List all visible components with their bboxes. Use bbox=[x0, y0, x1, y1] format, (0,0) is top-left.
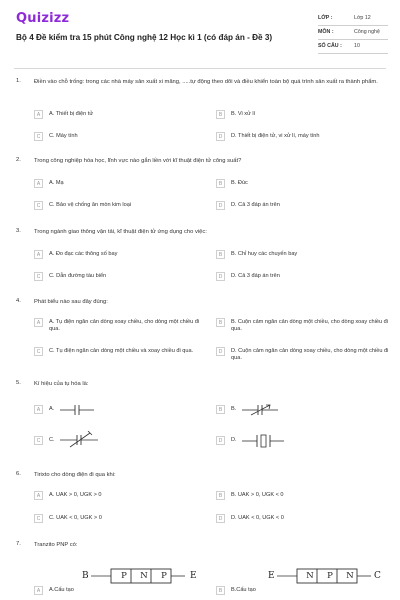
question-number: 5. bbox=[16, 380, 21, 386]
option-letter: B bbox=[216, 179, 225, 188]
option-letter: B bbox=[216, 318, 225, 327]
option-letter: D bbox=[216, 436, 225, 445]
question-number: 6. bbox=[16, 471, 21, 477]
header-divider bbox=[14, 68, 386, 69]
question-text: Trong công nghiệp hóa học, lĩnh vực nào gắn liền với kĩ thuật điện tử công suất? bbox=[34, 158, 242, 164]
meta-label: SỐ CÂU : bbox=[318, 43, 342, 49]
option-text: B. UAK > 0, UGK < 0 bbox=[231, 492, 284, 498]
capacitor-symbol bbox=[60, 404, 96, 416]
option-text: D. Cả 3 đáp án trên bbox=[231, 273, 280, 279]
question-text: Trong ngành giao thông vận tải, kĩ thuật điện tử ứng dụng cho việc: bbox=[34, 229, 207, 235]
option-text: C. Tụ điện ngăn cản dòng một chiều và xoay chiều đi qua. bbox=[49, 348, 194, 354]
option-letter: B bbox=[216, 405, 225, 414]
option-letter: C bbox=[34, 347, 43, 356]
option-text: C. bbox=[49, 437, 55, 443]
option-text: D. UAK < 0, UGK < 0 bbox=[231, 515, 284, 521]
option-text: A.Cấu tạo bbox=[49, 587, 74, 593]
option-text: B. Vi xử lí bbox=[231, 111, 256, 117]
option-text: B. Chỉ huy các chuyến bay bbox=[231, 251, 298, 257]
option-letter: A bbox=[34, 586, 43, 595]
terminal-label: B bbox=[82, 571, 89, 581]
layer-label: N bbox=[140, 571, 148, 581]
meta-label: LỚP : bbox=[318, 15, 333, 21]
transistor-structure-diagram-a bbox=[82, 567, 202, 587]
option-letter: D bbox=[216, 132, 225, 141]
question-text: Tirixto cho dòng điện đi qua khi: bbox=[34, 472, 116, 478]
option-letter: D bbox=[216, 272, 225, 281]
option-letter: A bbox=[34, 250, 43, 259]
question-number: 1. bbox=[16, 78, 21, 84]
option-letter: D bbox=[216, 347, 225, 356]
question-number: 2. bbox=[16, 157, 21, 163]
layer-label: P bbox=[161, 571, 167, 581]
layer-label: P bbox=[121, 571, 127, 581]
question-number: 3. bbox=[16, 228, 21, 234]
variable-capacitor-symbol bbox=[242, 404, 280, 416]
transistor-structure-diagram-b bbox=[268, 567, 388, 587]
meta-row-class bbox=[318, 14, 388, 28]
electrolytic-capacitor-symbol bbox=[242, 433, 286, 449]
option-text: A. Tụ điện ngăn cản dòng xoay chiều, cho dòng một chiều đi qua. bbox=[49, 319, 200, 333]
option-text: C. Bảo vệ chống ăn mòn kim loại bbox=[49, 202, 132, 208]
option-text: D. Cuộn cảm ngăn cản dòng xoay chiều, cho dòng một chiều đi qua. bbox=[231, 348, 389, 362]
divider bbox=[318, 39, 388, 40]
layer-label: P bbox=[327, 571, 333, 581]
meta-row-count bbox=[318, 42, 388, 56]
option-letter: C bbox=[34, 201, 43, 210]
page-header bbox=[0, 0, 400, 62]
option-text: B. Cuộn cảm ngăn cản dòng một chiều, cho dòng xoay chiều đi qua. bbox=[231, 319, 389, 333]
option-letter: A bbox=[34, 318, 43, 327]
option-letter: C bbox=[34, 514, 43, 523]
option-text: B. bbox=[231, 406, 237, 412]
terminal-label: E bbox=[190, 571, 197, 581]
option-text: D. Cả 3 đáp án trên bbox=[231, 202, 280, 208]
option-text: D. Thiết bị điện tử, vi xử lí, máy tính bbox=[231, 133, 320, 139]
layer-label: N bbox=[346, 571, 354, 581]
option-letter: A bbox=[34, 179, 43, 188]
option-letter: A bbox=[34, 405, 43, 414]
option-text: A. Thiết bị điện tử bbox=[49, 111, 94, 117]
divider bbox=[318, 53, 388, 54]
question-text: Điền vào chỗ trống: trong các nhà máy sản xuất xi măng, .....tự động theo dõi và điều khiển toàn bộ quá trình sản xuất ra thành phẩm. bbox=[34, 79, 378, 85]
question-number: 4. bbox=[16, 298, 21, 304]
meta-row-subject bbox=[318, 28, 388, 42]
option-letter: B bbox=[216, 586, 225, 595]
meta-panel bbox=[318, 14, 388, 56]
terminal-label: C bbox=[374, 571, 381, 581]
question-text: Kí hiệu của tụ hóa là: bbox=[34, 381, 89, 387]
divider bbox=[318, 25, 388, 26]
question-text: Phát biểu nào sau đây đúng: bbox=[34, 299, 108, 305]
option-letter: B bbox=[216, 250, 225, 259]
option-letter: A bbox=[34, 110, 43, 119]
option-text: A. Mạ bbox=[49, 180, 64, 186]
option-letter: B bbox=[216, 110, 225, 119]
option-letter: C bbox=[34, 132, 43, 141]
option-text: C. Máy tính bbox=[49, 133, 78, 139]
option-letter: C bbox=[34, 272, 43, 281]
option-text: A. Đo đạc các thông số bay bbox=[49, 251, 118, 257]
meta-label: MÔN : bbox=[318, 29, 334, 35]
meta-value: 10 bbox=[354, 43, 360, 49]
document-title: Bộ 4 Đề kiểm tra 15 phút Công nghệ 12 Học kì 1 (có đáp án - Đề 3) bbox=[16, 33, 273, 42]
quizizz-logo: Quizizz bbox=[16, 11, 70, 26]
option-letter: A bbox=[34, 491, 43, 500]
option-letter: C bbox=[34, 436, 43, 445]
terminal-label: E bbox=[268, 571, 275, 581]
option-text: A. bbox=[49, 406, 55, 412]
option-letter: D bbox=[216, 514, 225, 523]
question-text: Tranzito PNP có: bbox=[34, 542, 78, 548]
meta-value: Công nghệ bbox=[354, 29, 380, 35]
option-text: C. Dẫn đường tàu biển bbox=[49, 273, 107, 279]
meta-value: Lớp 12 bbox=[354, 15, 371, 21]
option-text: A. UAK > 0, UGK > 0 bbox=[49, 492, 102, 498]
option-letter: B bbox=[216, 491, 225, 500]
question-number: 7. bbox=[16, 541, 21, 547]
option-text: B. Đúc bbox=[231, 180, 248, 186]
option-letter: D bbox=[216, 201, 225, 210]
option-text: C. UAK < 0, UGK > 0 bbox=[49, 515, 102, 521]
option-text: D. bbox=[231, 437, 237, 443]
option-text: B.Cấu tạo bbox=[231, 587, 256, 593]
trimmer-capacitor-symbol bbox=[60, 431, 100, 449]
layer-label: N bbox=[306, 571, 314, 581]
